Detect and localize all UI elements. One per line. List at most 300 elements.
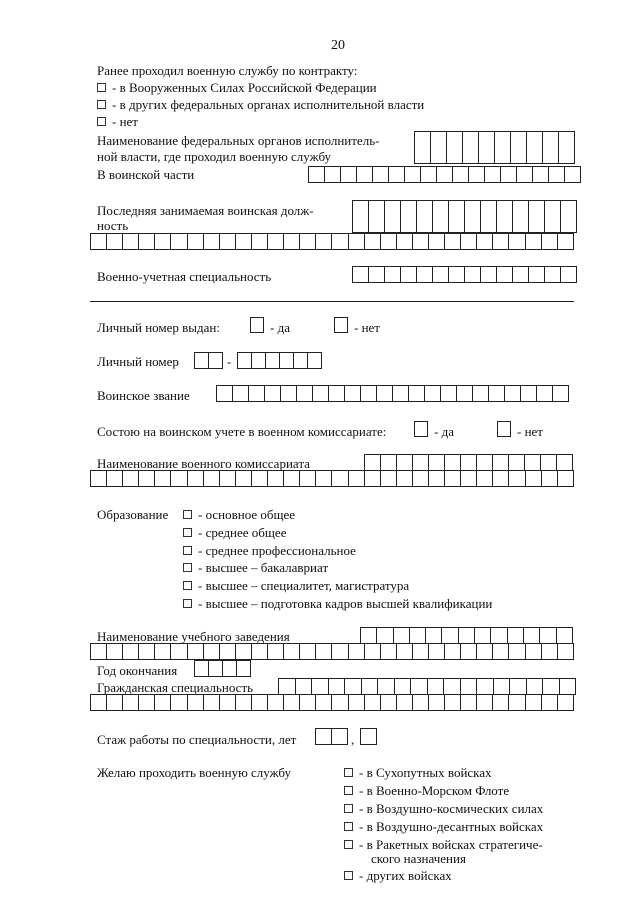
input-cell[interactable]	[501, 166, 517, 183]
input-cell[interactable]	[171, 470, 187, 487]
input-cell[interactable]	[543, 131, 559, 164]
input-cell[interactable]	[444, 678, 461, 695]
input-cell[interactable]	[397, 233, 413, 250]
input-cell[interactable]	[381, 454, 397, 471]
experience-years-cells[interactable]	[315, 728, 348, 745]
checkbox-icon[interactable]	[97, 83, 106, 92]
input-cell[interactable]	[345, 678, 362, 695]
input-cell[interactable]	[195, 352, 209, 369]
input-cell[interactable]	[477, 694, 493, 711]
input-cell[interactable]	[517, 166, 533, 183]
input-cell[interactable]	[445, 470, 461, 487]
input-cell[interactable]	[494, 678, 511, 695]
input-cell[interactable]	[442, 627, 458, 644]
service-option-aerospace[interactable]: - в Воздушно-космических силах	[344, 801, 543, 816]
input-cell[interactable]	[463, 131, 479, 164]
input-cell[interactable]	[329, 385, 345, 402]
input-cell[interactable]	[495, 131, 511, 164]
input-cell[interactable]	[155, 643, 171, 660]
input-cell[interactable]	[325, 166, 341, 183]
input-cell[interactable]	[426, 627, 442, 644]
input-cell[interactable]	[493, 470, 509, 487]
input-cell[interactable]	[553, 385, 569, 402]
input-cell[interactable]	[369, 200, 385, 233]
input-cell[interactable]	[91, 470, 107, 487]
input-cell[interactable]	[155, 694, 171, 711]
civil-specialty-input-cells-row2[interactable]	[90, 694, 574, 711]
input-cell[interactable]	[473, 385, 489, 402]
input-cell[interactable]	[543, 678, 560, 695]
input-cell[interactable]	[509, 643, 525, 660]
input-cell[interactable]	[508, 627, 524, 644]
input-cell[interactable]	[477, 233, 493, 250]
input-cell[interactable]	[493, 643, 509, 660]
input-cell[interactable]	[549, 166, 565, 183]
input-cell[interactable]	[91, 233, 107, 250]
input-cell[interactable]	[316, 728, 332, 745]
input-cell[interactable]	[542, 233, 558, 250]
input-cell[interactable]	[505, 385, 521, 402]
input-cell[interactable]	[431, 131, 447, 164]
input-cell[interactable]	[300, 233, 316, 250]
input-cell[interactable]	[558, 470, 574, 487]
input-cell[interactable]	[107, 233, 123, 250]
unit-input-cells[interactable]	[308, 166, 581, 183]
input-cell[interactable]	[429, 694, 445, 711]
input-cell[interactable]	[236, 643, 252, 660]
input-cell[interactable]	[497, 200, 513, 233]
input-cell[interactable]	[252, 694, 268, 711]
input-cell[interactable]	[415, 131, 431, 164]
input-cell[interactable]	[561, 200, 577, 233]
input-cell[interactable]	[393, 385, 409, 402]
input-cell[interactable]	[461, 643, 477, 660]
personal-issued-yes-checkbox[interactable]	[250, 317, 264, 333]
input-cell[interactable]	[217, 385, 233, 402]
input-cell[interactable]	[449, 200, 465, 233]
commissariat-input-cells[interactable]	[364, 454, 573, 471]
education-option-basic[interactable]: - основное общее	[183, 507, 295, 522]
input-cell[interactable]	[188, 643, 204, 660]
input-cell[interactable]	[465, 266, 481, 283]
input-cell[interactable]	[268, 233, 284, 250]
input-cell[interactable]	[204, 643, 220, 660]
input-cell[interactable]	[541, 454, 557, 471]
input-cell[interactable]	[329, 678, 346, 695]
service-option-ground[interactable]: - в Сухопутных войсках	[344, 765, 492, 780]
checkbox-icon[interactable]	[344, 768, 353, 777]
input-cell[interactable]	[353, 200, 369, 233]
input-cell[interactable]	[91, 694, 107, 711]
input-cell[interactable]	[417, 200, 433, 233]
input-cell[interactable]	[445, 233, 461, 250]
input-cell[interactable]	[313, 385, 329, 402]
input-cell[interactable]	[249, 385, 265, 402]
input-cell[interactable]	[485, 166, 501, 183]
input-cell[interactable]	[357, 166, 373, 183]
input-cell[interactable]	[389, 166, 405, 183]
input-cell[interactable]	[477, 678, 494, 695]
school-input-cells[interactable]	[360, 627, 573, 644]
input-cell[interactable]	[479, 131, 495, 164]
input-cell[interactable]	[365, 694, 381, 711]
input-cell[interactable]	[429, 643, 445, 660]
input-cell[interactable]	[459, 627, 475, 644]
input-cell[interactable]	[558, 643, 574, 660]
input-cell[interactable]	[449, 266, 465, 283]
input-cell[interactable]	[284, 694, 300, 711]
input-cell[interactable]	[429, 233, 445, 250]
input-cell[interactable]	[378, 678, 395, 695]
input-cell[interactable]	[385, 266, 401, 283]
input-cell[interactable]	[316, 694, 332, 711]
input-cell[interactable]	[524, 627, 540, 644]
input-cell[interactable]	[265, 385, 281, 402]
input-cell[interactable]	[123, 470, 139, 487]
input-cell[interactable]	[280, 352, 294, 369]
input-cell[interactable]	[361, 728, 377, 745]
input-cell[interactable]	[445, 694, 461, 711]
input-cell[interactable]	[437, 166, 453, 183]
input-cell[interactable]	[561, 266, 577, 283]
input-cell[interactable]	[237, 660, 251, 677]
input-cell[interactable]	[425, 385, 441, 402]
input-cell[interactable]	[361, 627, 377, 644]
input-cell[interactable]	[526, 694, 542, 711]
input-cell[interactable]	[469, 166, 485, 183]
input-cell[interactable]	[349, 643, 365, 660]
input-cell[interactable]	[481, 266, 497, 283]
input-cell[interactable]	[268, 694, 284, 711]
service-option-navy[interactable]: - в Военно-Морском Флоте	[344, 783, 509, 798]
input-cell[interactable]	[397, 643, 413, 660]
input-cell[interactable]	[395, 678, 412, 695]
input-cell[interactable]	[377, 627, 393, 644]
checkbox-icon[interactable]	[97, 117, 106, 126]
checkbox-icon[interactable]	[183, 581, 192, 590]
input-cell[interactable]	[373, 166, 389, 183]
contract-option-none[interactable]: - нет	[97, 114, 138, 129]
input-cell[interactable]	[397, 470, 413, 487]
input-cell[interactable]	[529, 266, 545, 283]
checkbox-icon[interactable]	[344, 786, 353, 795]
input-cell[interactable]	[252, 352, 266, 369]
input-cell[interactable]	[309, 166, 325, 183]
input-cell[interactable]	[238, 352, 252, 369]
input-cell[interactable]	[252, 233, 268, 250]
input-cell[interactable]	[481, 200, 497, 233]
input-cell[interactable]	[279, 678, 296, 695]
service-option-strategic-missile[interactable]: - в Ракетных войсках стратегиче-	[344, 837, 543, 852]
input-cell[interactable]	[489, 385, 505, 402]
input-cell[interactable]	[521, 385, 537, 402]
input-cell[interactable]	[284, 470, 300, 487]
personal-issued-no-checkbox[interactable]	[334, 317, 348, 333]
input-cell[interactable]	[533, 166, 549, 183]
input-cell[interactable]	[123, 694, 139, 711]
input-cell[interactable]	[332, 643, 348, 660]
input-cell[interactable]	[397, 454, 413, 471]
input-cell[interactable]	[266, 352, 280, 369]
civil-specialty-input-cells[interactable]	[278, 678, 576, 695]
input-cell[interactable]	[413, 233, 429, 250]
input-cell[interactable]	[195, 660, 209, 677]
input-cell[interactable]	[410, 627, 426, 644]
input-cell[interactable]	[477, 454, 493, 471]
input-cell[interactable]	[409, 385, 425, 402]
school-input-cells-row2[interactable]	[90, 643, 574, 660]
input-cell[interactable]	[445, 454, 461, 471]
input-cell[interactable]	[397, 694, 413, 711]
input-cell[interactable]	[365, 454, 381, 471]
input-cell[interactable]	[349, 233, 365, 250]
registered-no-checkbox[interactable]	[497, 421, 511, 437]
input-cell[interactable]	[236, 694, 252, 711]
input-cell[interactable]	[477, 470, 493, 487]
input-cell[interactable]	[123, 233, 139, 250]
personal-number-suffix-cells[interactable]	[237, 352, 322, 369]
checkbox-icon[interactable]	[344, 804, 353, 813]
input-cell[interactable]	[381, 233, 397, 250]
input-cell[interactable]	[297, 385, 313, 402]
input-cell[interactable]	[316, 643, 332, 660]
input-cell[interactable]	[365, 643, 381, 660]
input-cell[interactable]	[477, 643, 493, 660]
input-cell[interactable]	[417, 266, 433, 283]
input-cell[interactable]	[139, 643, 155, 660]
input-cell[interactable]	[457, 385, 473, 402]
commissariat-input-cells-row2[interactable]	[90, 470, 574, 487]
input-cell[interactable]	[381, 694, 397, 711]
checkbox-icon[interactable]	[344, 822, 353, 831]
service-option-airborne[interactable]: - в Воздушно-десантных войсках	[344, 819, 543, 834]
input-cell[interactable]	[345, 385, 361, 402]
input-cell[interactable]	[491, 627, 507, 644]
input-cell[interactable]	[332, 728, 348, 745]
input-cell[interactable]	[300, 694, 316, 711]
input-cell[interactable]	[405, 166, 421, 183]
input-cell[interactable]	[527, 678, 544, 695]
input-cell[interactable]	[155, 470, 171, 487]
input-cell[interactable]	[316, 233, 332, 250]
input-cell[interactable]	[509, 454, 525, 471]
rank-input-cells[interactable]	[216, 385, 569, 402]
input-cell[interactable]	[139, 694, 155, 711]
graduation-year-cells[interactable]	[194, 660, 251, 677]
input-cell[interactable]	[461, 678, 478, 695]
input-cell[interactable]	[188, 470, 204, 487]
input-cell[interactable]	[525, 454, 541, 471]
input-cell[interactable]	[497, 266, 513, 283]
education-option-secondary[interactable]: - среднее общее	[183, 525, 286, 540]
input-cell[interactable]	[510, 678, 527, 695]
input-cell[interactable]	[252, 643, 268, 660]
input-cell[interactable]	[526, 233, 542, 250]
input-cell[interactable]	[377, 385, 393, 402]
input-cell[interactable]	[542, 643, 558, 660]
input-cell[interactable]	[429, 454, 445, 471]
input-cell[interactable]	[445, 643, 461, 660]
checkbox-icon[interactable]	[97, 100, 106, 109]
checkbox-icon[interactable]	[183, 563, 192, 572]
input-cell[interactable]	[558, 694, 574, 711]
input-cell[interactable]	[171, 643, 187, 660]
input-cell[interactable]	[540, 627, 556, 644]
input-cell[interactable]	[529, 200, 545, 233]
input-cell[interactable]	[204, 470, 220, 487]
specialty-input-cells[interactable]	[352, 266, 577, 283]
input-cell[interactable]	[557, 627, 573, 644]
input-cell[interactable]	[441, 385, 457, 402]
input-cell[interactable]	[513, 266, 529, 283]
education-option-bachelor[interactable]: - высшее – бакалавриат	[183, 560, 328, 575]
input-cell[interactable]	[365, 233, 381, 250]
input-cell[interactable]	[511, 131, 527, 164]
input-cell[interactable]	[526, 643, 542, 660]
position-input-cells-row2[interactable]	[90, 233, 574, 250]
input-cell[interactable]	[493, 454, 509, 471]
contract-option-armed-forces[interactable]: - в Вооруженных Силах Российской Федерации	[97, 80, 377, 95]
input-cell[interactable]	[365, 470, 381, 487]
input-cell[interactable]	[223, 660, 237, 677]
input-cell[interactable]	[493, 694, 509, 711]
input-cell[interactable]	[209, 660, 223, 677]
input-cell[interactable]	[361, 385, 377, 402]
input-cell[interactable]	[545, 266, 561, 283]
checkbox-icon[interactable]	[183, 599, 192, 608]
input-cell[interactable]	[509, 470, 525, 487]
input-cell[interactable]	[560, 678, 577, 695]
checkbox-icon[interactable]	[183, 528, 192, 537]
input-cell[interactable]	[411, 678, 428, 695]
input-cell[interactable]	[341, 166, 357, 183]
input-cell[interactable]	[220, 694, 236, 711]
input-cell[interactable]	[433, 266, 449, 283]
input-cell[interactable]	[362, 678, 379, 695]
input-cell[interactable]	[413, 643, 429, 660]
input-cell[interactable]	[220, 470, 236, 487]
education-option-postgraduate[interactable]: - высшее – подготовка кадров высшей квалификации	[183, 596, 492, 611]
input-cell[interactable]	[220, 233, 236, 250]
input-cell[interactable]	[171, 233, 187, 250]
input-cell[interactable]	[461, 454, 477, 471]
input-cell[interactable]	[332, 233, 348, 250]
input-cell[interactable]	[284, 643, 300, 660]
input-cell[interactable]	[513, 200, 529, 233]
input-cell[interactable]	[284, 233, 300, 250]
input-cell[interactable]	[268, 643, 284, 660]
input-cell[interactable]	[349, 694, 365, 711]
input-cell[interactable]	[526, 470, 542, 487]
position-input-cells[interactable]	[352, 200, 577, 233]
input-cell[interactable]	[353, 266, 369, 283]
input-cell[interactable]	[385, 200, 401, 233]
input-cell[interactable]	[252, 470, 268, 487]
input-cell[interactable]	[91, 643, 107, 660]
input-cell[interactable]	[107, 643, 123, 660]
input-cell[interactable]	[312, 678, 329, 695]
input-cell[interactable]	[349, 470, 365, 487]
input-cell[interactable]	[236, 233, 252, 250]
input-cell[interactable]	[413, 454, 429, 471]
input-cell[interactable]	[545, 200, 561, 233]
input-cell[interactable]	[401, 266, 417, 283]
input-cell[interactable]	[381, 470, 397, 487]
input-cell[interactable]	[461, 694, 477, 711]
checkbox-icon[interactable]	[183, 546, 192, 555]
input-cell[interactable]	[421, 166, 437, 183]
input-cell[interactable]	[394, 627, 410, 644]
input-cell[interactable]	[527, 131, 543, 164]
input-cell[interactable]	[316, 470, 332, 487]
input-cell[interactable]	[139, 470, 155, 487]
input-cell[interactable]	[204, 694, 220, 711]
input-cell[interactable]	[542, 470, 558, 487]
checkbox-icon[interactable]	[344, 871, 353, 880]
checkbox-icon[interactable]	[344, 840, 353, 849]
input-cell[interactable]	[475, 627, 491, 644]
input-cell[interactable]	[369, 266, 385, 283]
input-cell[interactable]	[294, 352, 308, 369]
input-cell[interactable]	[155, 233, 171, 250]
input-cell[interactable]	[209, 352, 223, 369]
input-cell[interactable]	[509, 694, 525, 711]
registered-yes-checkbox[interactable]	[414, 421, 428, 437]
input-cell[interactable]	[542, 694, 558, 711]
input-cell[interactable]	[557, 454, 573, 471]
input-cell[interactable]	[559, 131, 575, 164]
input-cell[interactable]	[139, 233, 155, 250]
input-cell[interactable]	[233, 385, 249, 402]
input-cell[interactable]	[429, 470, 445, 487]
input-cell[interactable]	[107, 694, 123, 711]
input-cell[interactable]	[268, 470, 284, 487]
checkbox-icon[interactable]	[183, 510, 192, 519]
input-cell[interactable]	[509, 233, 525, 250]
input-cell[interactable]	[281, 385, 297, 402]
input-cell[interactable]	[493, 233, 509, 250]
input-cell[interactable]	[236, 470, 252, 487]
input-cell[interactable]	[565, 166, 581, 183]
input-cell[interactable]	[188, 233, 204, 250]
input-cell[interactable]	[461, 470, 477, 487]
input-cell[interactable]	[447, 131, 463, 164]
input-cell[interactable]	[401, 200, 417, 233]
input-cell[interactable]	[465, 200, 481, 233]
input-cell[interactable]	[413, 470, 429, 487]
input-cell[interactable]	[188, 694, 204, 711]
input-cell[interactable]	[296, 678, 313, 695]
input-cell[interactable]	[413, 694, 429, 711]
input-cell[interactable]	[300, 643, 316, 660]
input-cell[interactable]	[332, 470, 348, 487]
input-cell[interactable]	[433, 200, 449, 233]
input-cell[interactable]	[558, 233, 574, 250]
input-cell[interactable]	[381, 643, 397, 660]
input-cell[interactable]	[220, 643, 236, 660]
input-cell[interactable]	[308, 352, 322, 369]
experience-fraction-cell[interactable]	[360, 728, 377, 745]
contract-option-other-agencies[interactable]: - в других федеральных органах исполнительной власти	[97, 97, 424, 112]
input-cell[interactable]	[461, 233, 477, 250]
service-option-other[interactable]: - других войсках	[344, 868, 452, 883]
personal-number-prefix-cells[interactable]	[194, 352, 223, 369]
fed-org-input-cells[interactable]	[414, 131, 575, 164]
input-cell[interactable]	[123, 643, 139, 660]
input-cell[interactable]	[428, 678, 445, 695]
education-option-vocational[interactable]: - среднее профессиональное	[183, 543, 356, 558]
input-cell[interactable]	[453, 166, 469, 183]
